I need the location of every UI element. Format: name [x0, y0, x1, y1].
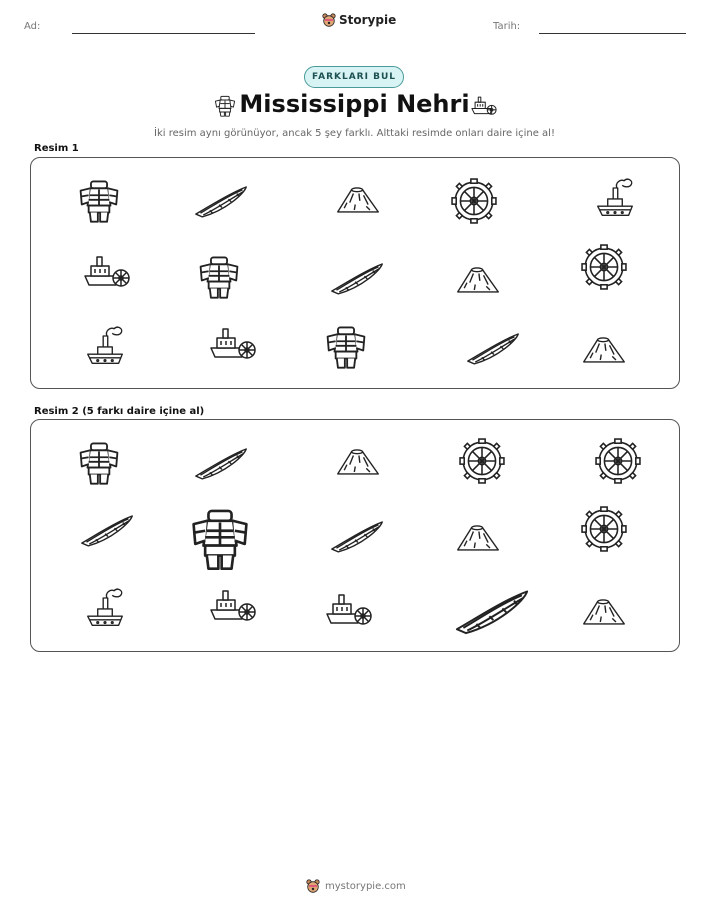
canoe-icon [465, 328, 521, 368]
page-title: Mississippi Nehri [239, 90, 470, 118]
armor-icon [323, 324, 369, 370]
tugboat-icon [209, 326, 259, 362]
steamboat-icon[interactable] [85, 584, 125, 632]
picture1-label: Resim 1 [34, 143, 79, 154]
canoe-icon[interactable] [329, 516, 385, 556]
bear-footer-icon [306, 879, 320, 893]
canoe-icon [193, 180, 249, 222]
paddle-wheel-icon[interactable] [595, 438, 641, 484]
canoe-icon[interactable] [79, 510, 135, 550]
volcano-icon[interactable] [455, 520, 501, 554]
title-tugboat-icon [470, 94, 498, 118]
volcano-icon [455, 262, 501, 296]
picture2-panel[interactable] [30, 419, 680, 652]
paddle-wheel-icon [451, 178, 497, 224]
date-label: Tarih: [493, 21, 521, 32]
picture1-panel [30, 157, 680, 389]
logo-text: Storypie [339, 13, 397, 27]
footer [306, 879, 406, 893]
volcano-icon [335, 182, 381, 216]
canoe-icon[interactable] [193, 442, 249, 484]
armor-icon [195, 254, 243, 300]
tugboat-icon[interactable] [325, 592, 375, 628]
tugboat-icon[interactable] [209, 588, 259, 624]
name-label: Ad: [24, 21, 41, 32]
steamboat-icon [595, 174, 635, 222]
storypie-logo [322, 13, 396, 27]
armor-icon[interactable] [187, 506, 253, 572]
volcano-icon [581, 332, 627, 366]
date-line [539, 33, 686, 34]
volcano-icon[interactable] [335, 444, 381, 478]
bear-logo-icon [322, 13, 336, 27]
canoe-icon[interactable] [453, 582, 531, 640]
paddle-wheel-icon [581, 244, 627, 290]
footer-url: mystorypie.com [325, 880, 406, 892]
instructions: İki resim aynı görünüyor, ancak 5 şey farklı. Alttaki resimde onları daire içine al! [154, 128, 555, 139]
canoe-icon [329, 258, 385, 298]
name-line [72, 33, 255, 34]
steamboat-icon [85, 322, 125, 370]
picture2-label: Resim 2 (5 farkı daire içine al) [34, 406, 205, 417]
tugboat-icon [83, 254, 133, 290]
activity-badge: FARKLARI BUL [304, 66, 404, 88]
volcano-icon[interactable] [581, 594, 627, 628]
armor-icon[interactable] [75, 440, 123, 486]
paddle-wheel-icon[interactable] [459, 438, 505, 484]
paddle-wheel-icon[interactable] [581, 506, 627, 552]
armor-icon [75, 178, 123, 224]
